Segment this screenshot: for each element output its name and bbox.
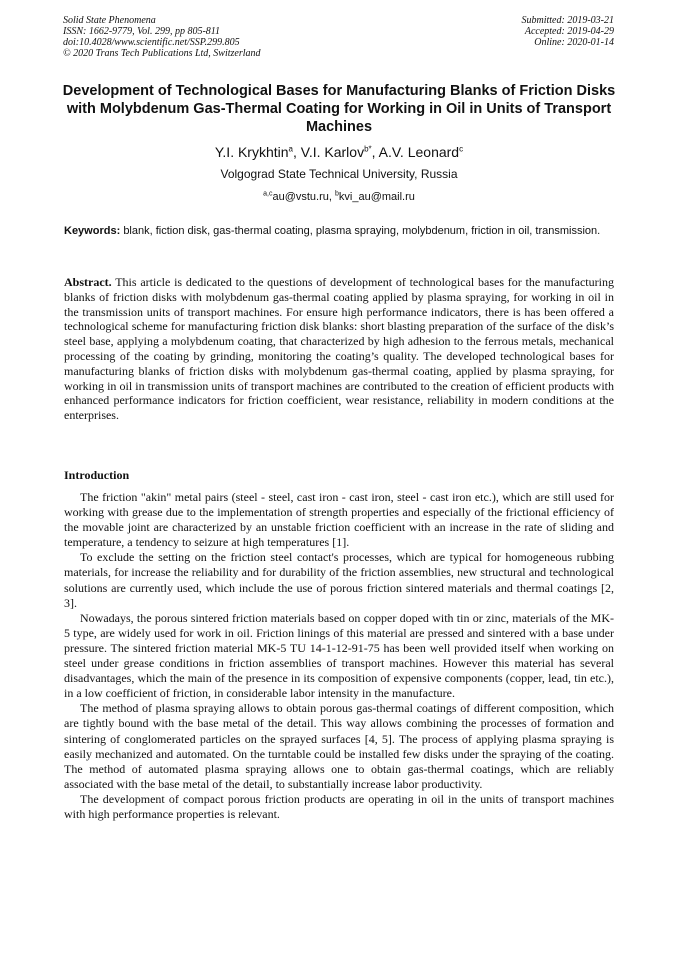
journal-issn: ISSN: 1662-9779, Vol. 299, pp 805-811 xyxy=(63,26,221,37)
abstract xyxy=(64,275,614,423)
email-link: kvi_au@mail.ru xyxy=(338,191,415,203)
journal-name: Solid State Phenomena xyxy=(63,15,156,26)
keywords xyxy=(64,225,614,239)
submitted-date: Submitted: 2019-03-21 xyxy=(521,15,614,26)
keywords-text: blank, fiction disk, gas-thermal coating, plasma spraying, molybdenum, friction in oil, transmission. xyxy=(123,225,601,237)
abstract-text: This article is dedicated to the questions of development of technological bases for the manufacturing blanks of friction disks with molybdenum gas-thermal coating applied by plasma spraying, for working in oil in the transmission units of transport machines. For ensure high performance indicators, there is has been offered a technological scheme for manufacturing friction disk blanks: short blasting preparation of the surface of the disk’s steel base, applying a molybdenum coating, that characterized by high adhesion to the ferrous metals, mechanical processing of the coating by grinding, monitoring the coating’s quality. The developed technological bases for manufacturing blanks of friction disks with molybdenum gas-thermal coating, applied by plasma spraying, for working in oil in transmission units of transport machines are contributed to the creation of efficient products with enhanced performance indicators for friction coefficient, wear resistance, reliability in modern conditions at the enterprises. xyxy=(64,275,614,423)
email-link: au@vstu.ru xyxy=(272,191,329,203)
author-sup: b* xyxy=(364,144,372,154)
author-sup: a xyxy=(288,144,293,154)
keywords-label: Keywords: xyxy=(64,225,121,237)
journal-doi: doi:10.4028/www.scientific.net/SSP.299.805 xyxy=(63,37,240,48)
paragraph: To exclude the setting on the friction steel contact's processes, which are typical for homogeneous rubbing materials, for increase the reliability and for durability of the friction assemblies, new structural and technological solutions are currently used, which include the use of porous friction sintered materials and thermal coatings [2, 3]. xyxy=(64,550,614,610)
author-name: Y.I. Krykhtin xyxy=(214,144,289,160)
paragraph: Nowadays, the porous sintered friction materials based on copper doped with tin or zinc, materials of the MK-5 type, are widely used for work in oil. Friction linings of this material are pressed and sintered with a base under pressure. The sintered friction material MK-5 TU 14-1-12-91-75 has been well provided itself when working on steel under grease conditions in friction assemblies of transport machines. However this material has several disadvantages, which the main of the presence in its composition of expensive components (copper, lead, tin etc.), in a low coefficient of friction, in considerable labor intensity in the manufacture. xyxy=(64,610,614,701)
paragraph: The friction "akin" metal pairs (steel - steel, cast iron - cast iron, steel - cast iron etc.), which are still used for working with grease due to the implementation of strength properties and especially of the frictional efficiency of the movable joint are characterized by an unstable friction coefficient with an increase in the rate of sliding and temperature, a tendency to seizure at high temperatures [1]. xyxy=(64,490,614,550)
author-sup: c xyxy=(459,144,464,154)
author-emails: $^{a,c}$au@vstu.ru, $^b$kvi_au@mail.ru xyxy=(263,190,415,203)
accepted-date: Accepted: 2019-04-29 xyxy=(524,26,614,37)
paragraph: The method of plasma spraying allows to obtain porous gas-thermal coatings of different composition, which are tightly bound with the base metal of the detail. This way allows combining the processes of formation and sintering of conglomerated particles on the sprayed surfaces [4, 5]. The process of applying plasma spraying is easily mechanized and automated. On the turntable could be installed few disks under the spraying of the coating. The method of automated plasma spraying allows one to obtain gas-thermal coatings, which are reliably associated with the base metal of the detail, to substantially increase labor productivity. xyxy=(64,701,614,791)
paragraph: The development of compact porous friction products are operating in oil in the units of transport machines with high performance properties is relevant. xyxy=(64,791,614,821)
dates-header xyxy=(522,15,615,48)
online-date: Online: 2020-01-14 xyxy=(534,37,614,48)
author-list: Y.I. Krykhtin$^a$, V.I. Karlov$^{b*}$, A.V. Leonard$^c$ xyxy=(214,144,464,160)
email-sup: a,c xyxy=(263,190,273,198)
introduction-body xyxy=(64,490,614,822)
author-name: V.I. Karlov xyxy=(300,144,365,160)
journal-copyright: © 2020 Trans Tech Publications Ltd, Switzerland xyxy=(63,48,261,59)
author-name: A.V. Leonard xyxy=(378,144,460,160)
abstract-label: Abstract. xyxy=(64,275,112,289)
email-sup: b xyxy=(335,190,339,198)
affiliation: Volgograd State Technical University, Russia xyxy=(220,167,458,181)
paper-title: Development of Technological Bases for Manufacturing Blanks of Friction Disks with Molybdenum Gas-Thermal Coating for Working in Oil in Units of Transport Machines xyxy=(62,83,616,135)
introduction-heading: Introduction xyxy=(64,468,130,482)
journal-header xyxy=(63,15,261,59)
